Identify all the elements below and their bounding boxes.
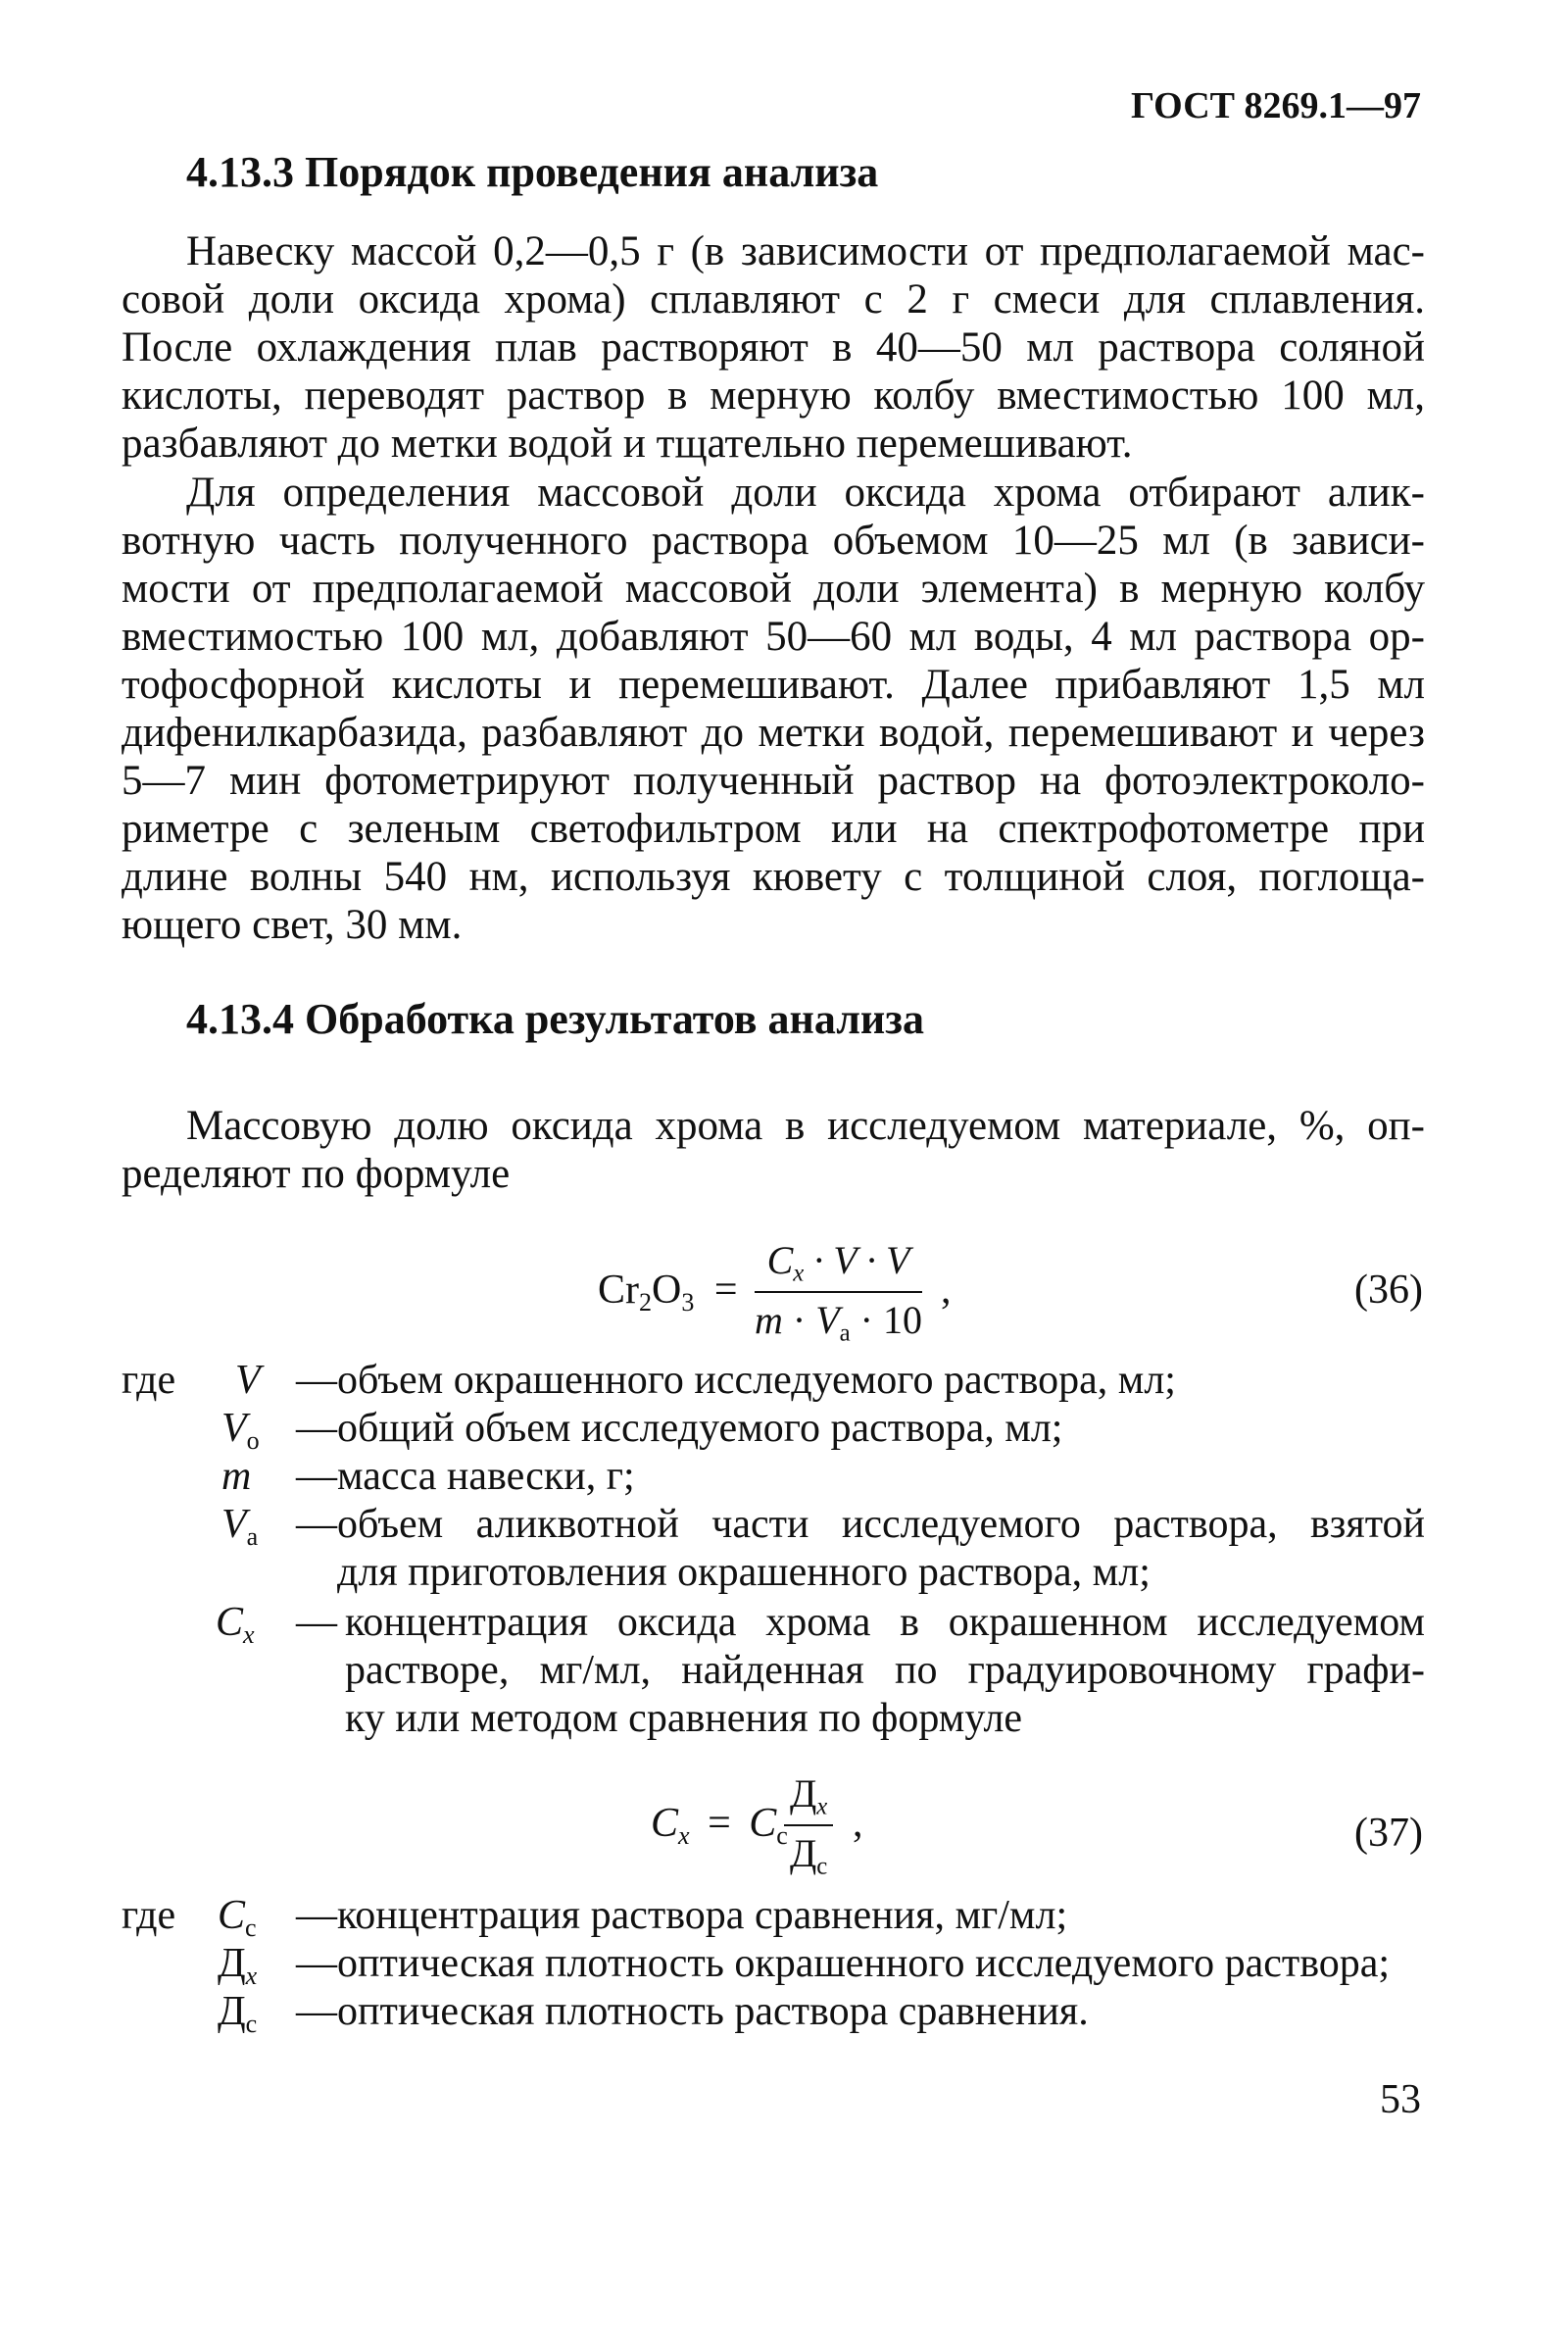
formula-text: O xyxy=(652,1268,682,1313)
symbol: Д xyxy=(218,1989,246,2034)
text-line: растворе, мг/мл, найденная по градуировочному графи- xyxy=(345,1648,1425,1693)
legend-dash: — xyxy=(296,1502,337,1547)
symbol-subscript: c xyxy=(245,1913,257,1942)
formula-subscript: x xyxy=(678,1820,690,1850)
formula-subscript: c xyxy=(776,1820,788,1850)
text-line: разбавляют до метки водой и тщательно перемешивают. xyxy=(122,421,1133,467)
text-line: риметре с зеленым светофильтром или на спектрофотометре при xyxy=(122,806,1425,852)
symbol-d: Д xyxy=(790,1831,817,1876)
legend-symbol-dc xyxy=(218,1988,257,2039)
text-line: Для определения массовой доли оксида хрома отбирают алик- xyxy=(186,470,1425,516)
symbol-m: m xyxy=(755,1298,783,1343)
legend-def-m: масса навески, г; xyxy=(337,1454,635,1499)
page-number: 53 xyxy=(1380,2077,1421,2122)
formula-subscript: a xyxy=(839,1319,851,1347)
symbol: Д xyxy=(218,1941,246,1986)
legend-symbol-va xyxy=(221,1501,258,1552)
fraction-denominator xyxy=(755,1293,922,1347)
formula-subscript: x xyxy=(793,1260,805,1287)
legend-symbol-dx xyxy=(218,1940,257,1991)
text-line: Массовую долю оксида хрома в исследуемом материале, %, оп- xyxy=(186,1103,1425,1149)
legend-dash: — xyxy=(296,1893,337,1938)
legend-def-v: объем окрашенного исследуемого раствора, мл; xyxy=(337,1358,1176,1403)
formula-subscript: 3 xyxy=(681,1287,695,1317)
legend-symbol-v0 xyxy=(221,1405,260,1456)
symbol-subscript: o xyxy=(246,1425,260,1455)
symbol: V xyxy=(221,1502,247,1547)
legend-symbol-m xyxy=(221,1453,251,1500)
text-line: для приготовления окрашенного раствора, мл; xyxy=(337,1550,1151,1595)
formula-36-tail: , xyxy=(941,1268,952,1313)
text-line: ющего свет, 30 мм. xyxy=(122,902,463,948)
equation-number-37: (37) xyxy=(1354,1811,1423,1856)
legend-dash: — xyxy=(296,1600,337,1645)
symbol-c: C xyxy=(651,1801,679,1846)
paragraph-results xyxy=(122,1102,1425,1198)
symbol-subscript: x xyxy=(245,1961,258,1990)
legend-dash: — xyxy=(296,1406,337,1451)
equals-sign: = xyxy=(708,1801,731,1846)
text-line: совой доли оксида хрома) сплавляют с 2 г смеси для сплавления. xyxy=(122,276,1425,323)
symbol: C xyxy=(216,1600,244,1645)
text-line: После охлаждения плав растворяют в 40—50 мл раствора соляной xyxy=(122,324,1425,371)
formula-subscript: 2 xyxy=(639,1287,653,1317)
formula-37-lhs xyxy=(651,1800,788,1851)
legend-def-dx: оптическая плотность окрашенного исследуемого раствора; xyxy=(337,1941,1391,1986)
symbol-v: V xyxy=(815,1298,840,1343)
symbol-d: Д xyxy=(790,1771,817,1815)
formula-36-lhs xyxy=(598,1267,738,1318)
formula-36-fraction xyxy=(755,1237,922,1348)
factor-ten: · 10 xyxy=(850,1298,922,1343)
symbol-c: C xyxy=(749,1801,777,1846)
paragraph-procedure-1 xyxy=(122,227,1425,468)
legend-def-v0: общий объем исследуемого раствора, мл; xyxy=(337,1406,1063,1451)
formula-subscript: x xyxy=(816,1793,828,1820)
text-line: ределяют по формуле xyxy=(122,1151,511,1197)
legend-def-dc: оптическая плотность раствора сравнения. xyxy=(337,1989,1089,2034)
legend-symbol-cc xyxy=(218,1892,257,1943)
fraction-numerator xyxy=(755,1237,922,1293)
text-line: Навеску массой 0,2—0,5 г (в зависимости от предполагаемой мас- xyxy=(186,228,1425,274)
legend-def-cc: концентрация раствора сравнения, мг/мл; xyxy=(337,1893,1068,1938)
section-title-4-13-3: 4.13.3 Порядок проведения анализа xyxy=(186,148,879,196)
symbol: m xyxy=(221,1454,252,1499)
text-line: дифенилкарбазида, разбавляют до метки водой, перемешивают и через xyxy=(122,710,1425,756)
symbol-c: C xyxy=(766,1238,794,1282)
dot: · xyxy=(782,1298,816,1343)
text-line: ку или методом сравнения по формуле xyxy=(345,1696,1023,1741)
text-line: объем аликвотной части исследуемого раствора, взятой xyxy=(337,1502,1425,1547)
paragraph-procedure-2 xyxy=(122,469,1425,949)
text-line: длине волны 540 нм, используя кювету с толщиной слоя, поглоща- xyxy=(122,854,1425,900)
legend-dash: — xyxy=(296,1454,337,1499)
section-title-4-13-4: 4.13.4 Обработка результатов анализа xyxy=(186,995,924,1043)
where-label: где xyxy=(122,1358,176,1403)
symbol: C xyxy=(218,1893,246,1938)
formula-37-fraction xyxy=(784,1770,833,1881)
fraction-numerator xyxy=(784,1770,833,1826)
standard-header: ГОСТ 8269.1—97 xyxy=(1130,85,1421,126)
equation-number-36: (36) xyxy=(1354,1268,1423,1313)
symbol-subscript: a xyxy=(246,1521,259,1551)
symbol-subscript: x xyxy=(243,1619,255,1649)
fraction-denominator xyxy=(784,1826,833,1880)
legend-def-va xyxy=(337,1501,1425,1597)
formula-text: Cr xyxy=(598,1268,639,1313)
formula-subscript: с xyxy=(816,1853,828,1880)
text-line: концентрация оксида хрома в окрашенном исследуемом xyxy=(345,1600,1425,1645)
symbol-v-v: · V · V xyxy=(804,1238,910,1282)
text-line: вместимостью 100 мл, добавляют 50—60 мл воды, 4 мл раствора ор- xyxy=(122,614,1425,660)
symbol: V xyxy=(235,1358,261,1403)
text-line: мости от предполагаемой массовой доли элемента) в мерную колбу xyxy=(122,566,1425,612)
text-line: тофосфорной кислоты и перемешивают. Далее прибавляют 1,5 мл xyxy=(122,662,1425,708)
legend-def-cx xyxy=(345,1599,1425,1743)
legend-dash: — xyxy=(296,1989,337,2034)
legend-symbol-v xyxy=(235,1357,261,1404)
legend-dash: — xyxy=(296,1941,337,1986)
text-line: кислоты, переводят раствор в мерную колбу вместимостью 100 мл, xyxy=(122,373,1425,419)
symbol: V xyxy=(221,1406,247,1451)
legend-dash: — xyxy=(296,1358,337,1403)
formula-37-tail: , xyxy=(853,1801,863,1846)
text-line: 5—7 мин фотометрируют полученный раствор на фотоэлектроколо- xyxy=(122,758,1425,804)
where-label: где xyxy=(122,1893,176,1938)
equals-sign: = xyxy=(713,1268,738,1313)
legend-symbol-cx xyxy=(216,1599,255,1650)
text-line: вотную часть полученного раствора объемом 10—25 мл (в зависи- xyxy=(122,518,1425,564)
symbol-subscript: с xyxy=(245,2009,258,2038)
